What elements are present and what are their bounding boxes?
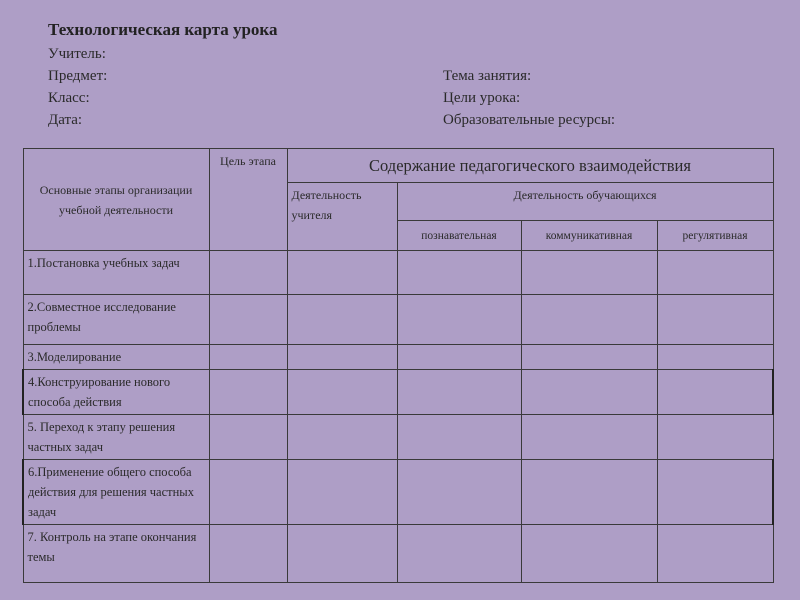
table-cell[interactable] [209, 370, 287, 415]
lesson-map-table [22, 148, 774, 583]
table-cell[interactable] [521, 525, 657, 583]
row-stage-label: 7. Контроль на этапе окончания темы [23, 525, 209, 583]
table-cell[interactable] [287, 415, 397, 460]
table-cell[interactable] [209, 345, 287, 370]
row-stage-label: 3.Моделирование [23, 345, 209, 370]
goals-label: Цели урока: [443, 90, 521, 106]
table-cell[interactable] [397, 415, 521, 460]
table-cell[interactable] [209, 460, 287, 525]
table-row [23, 345, 773, 370]
table-cell[interactable] [521, 460, 657, 525]
table-cell[interactable] [209, 415, 287, 460]
table-cell[interactable] [287, 345, 397, 370]
class-label: Класс: [48, 90, 90, 106]
header-cognitive: познавательная [397, 221, 521, 251]
table-row [23, 460, 773, 525]
table-row [23, 295, 773, 345]
table-cell[interactable] [397, 295, 521, 345]
table-cell[interactable] [287, 295, 397, 345]
row-stage-label: 1.Постановка учебных задач [23, 251, 209, 295]
table-cell[interactable] [287, 370, 397, 415]
table-row [23, 525, 773, 583]
subject-label: Предмет: [48, 68, 108, 84]
table-cell[interactable] [657, 345, 773, 370]
table-cell[interactable] [287, 251, 397, 295]
row-stage-label: 2.Совместное исследование проблемы [23, 295, 209, 345]
table-cell[interactable] [209, 525, 287, 583]
table-cell[interactable] [657, 251, 773, 295]
table-cell[interactable] [657, 525, 773, 583]
table-row [23, 251, 773, 295]
document-title: Технологическая карта урока [48, 20, 278, 39]
table-cell[interactable] [521, 345, 657, 370]
header-stages: Основные этапы организации учебной деятельности [23, 149, 209, 251]
table-cell[interactable] [209, 295, 287, 345]
table-cell[interactable] [657, 415, 773, 460]
row-stage-label: 4.Конструирование нового способа действия [23, 370, 209, 415]
topic-label: Тема занятия: [443, 68, 532, 84]
table-cell[interactable] [657, 370, 773, 415]
row-stage-label: 6.Применение общего способа действия для решения частных задач [23, 460, 209, 525]
header-regulative: регулятивная [657, 221, 773, 251]
table-cell[interactable] [521, 251, 657, 295]
header-communicative: коммуникативная [521, 221, 657, 251]
table-cell[interactable] [397, 370, 521, 415]
table-cell[interactable] [287, 525, 397, 583]
row-stage-label: 5. Переход к этапу решения частных задач [23, 415, 209, 460]
table-row [23, 370, 773, 415]
table-cell[interactable] [657, 460, 773, 525]
resources-label: Образовательные ресурсы: [443, 112, 616, 128]
table-cell[interactable] [209, 251, 287, 295]
header-students-activity: Деятельность обучающихся [397, 183, 773, 221]
header-teacher-activity: Деятельность учителя [287, 183, 397, 251]
table-cell[interactable] [521, 415, 657, 460]
header-content: Содержание педагогического взаимодействия [287, 149, 773, 183]
table-cell[interactable] [397, 525, 521, 583]
date-label: Дата: [48, 112, 83, 128]
table-cell[interactable] [521, 370, 657, 415]
table-cell[interactable] [397, 460, 521, 525]
table-row [23, 415, 773, 460]
header-goal: Цель этапа [209, 149, 287, 251]
table-cell[interactable] [397, 345, 521, 370]
table-cell[interactable] [657, 295, 773, 345]
table-cell[interactable] [521, 295, 657, 345]
teacher-label: Учитель: [48, 46, 106, 62]
table-cell[interactable] [287, 460, 397, 525]
table-cell[interactable] [397, 251, 521, 295]
